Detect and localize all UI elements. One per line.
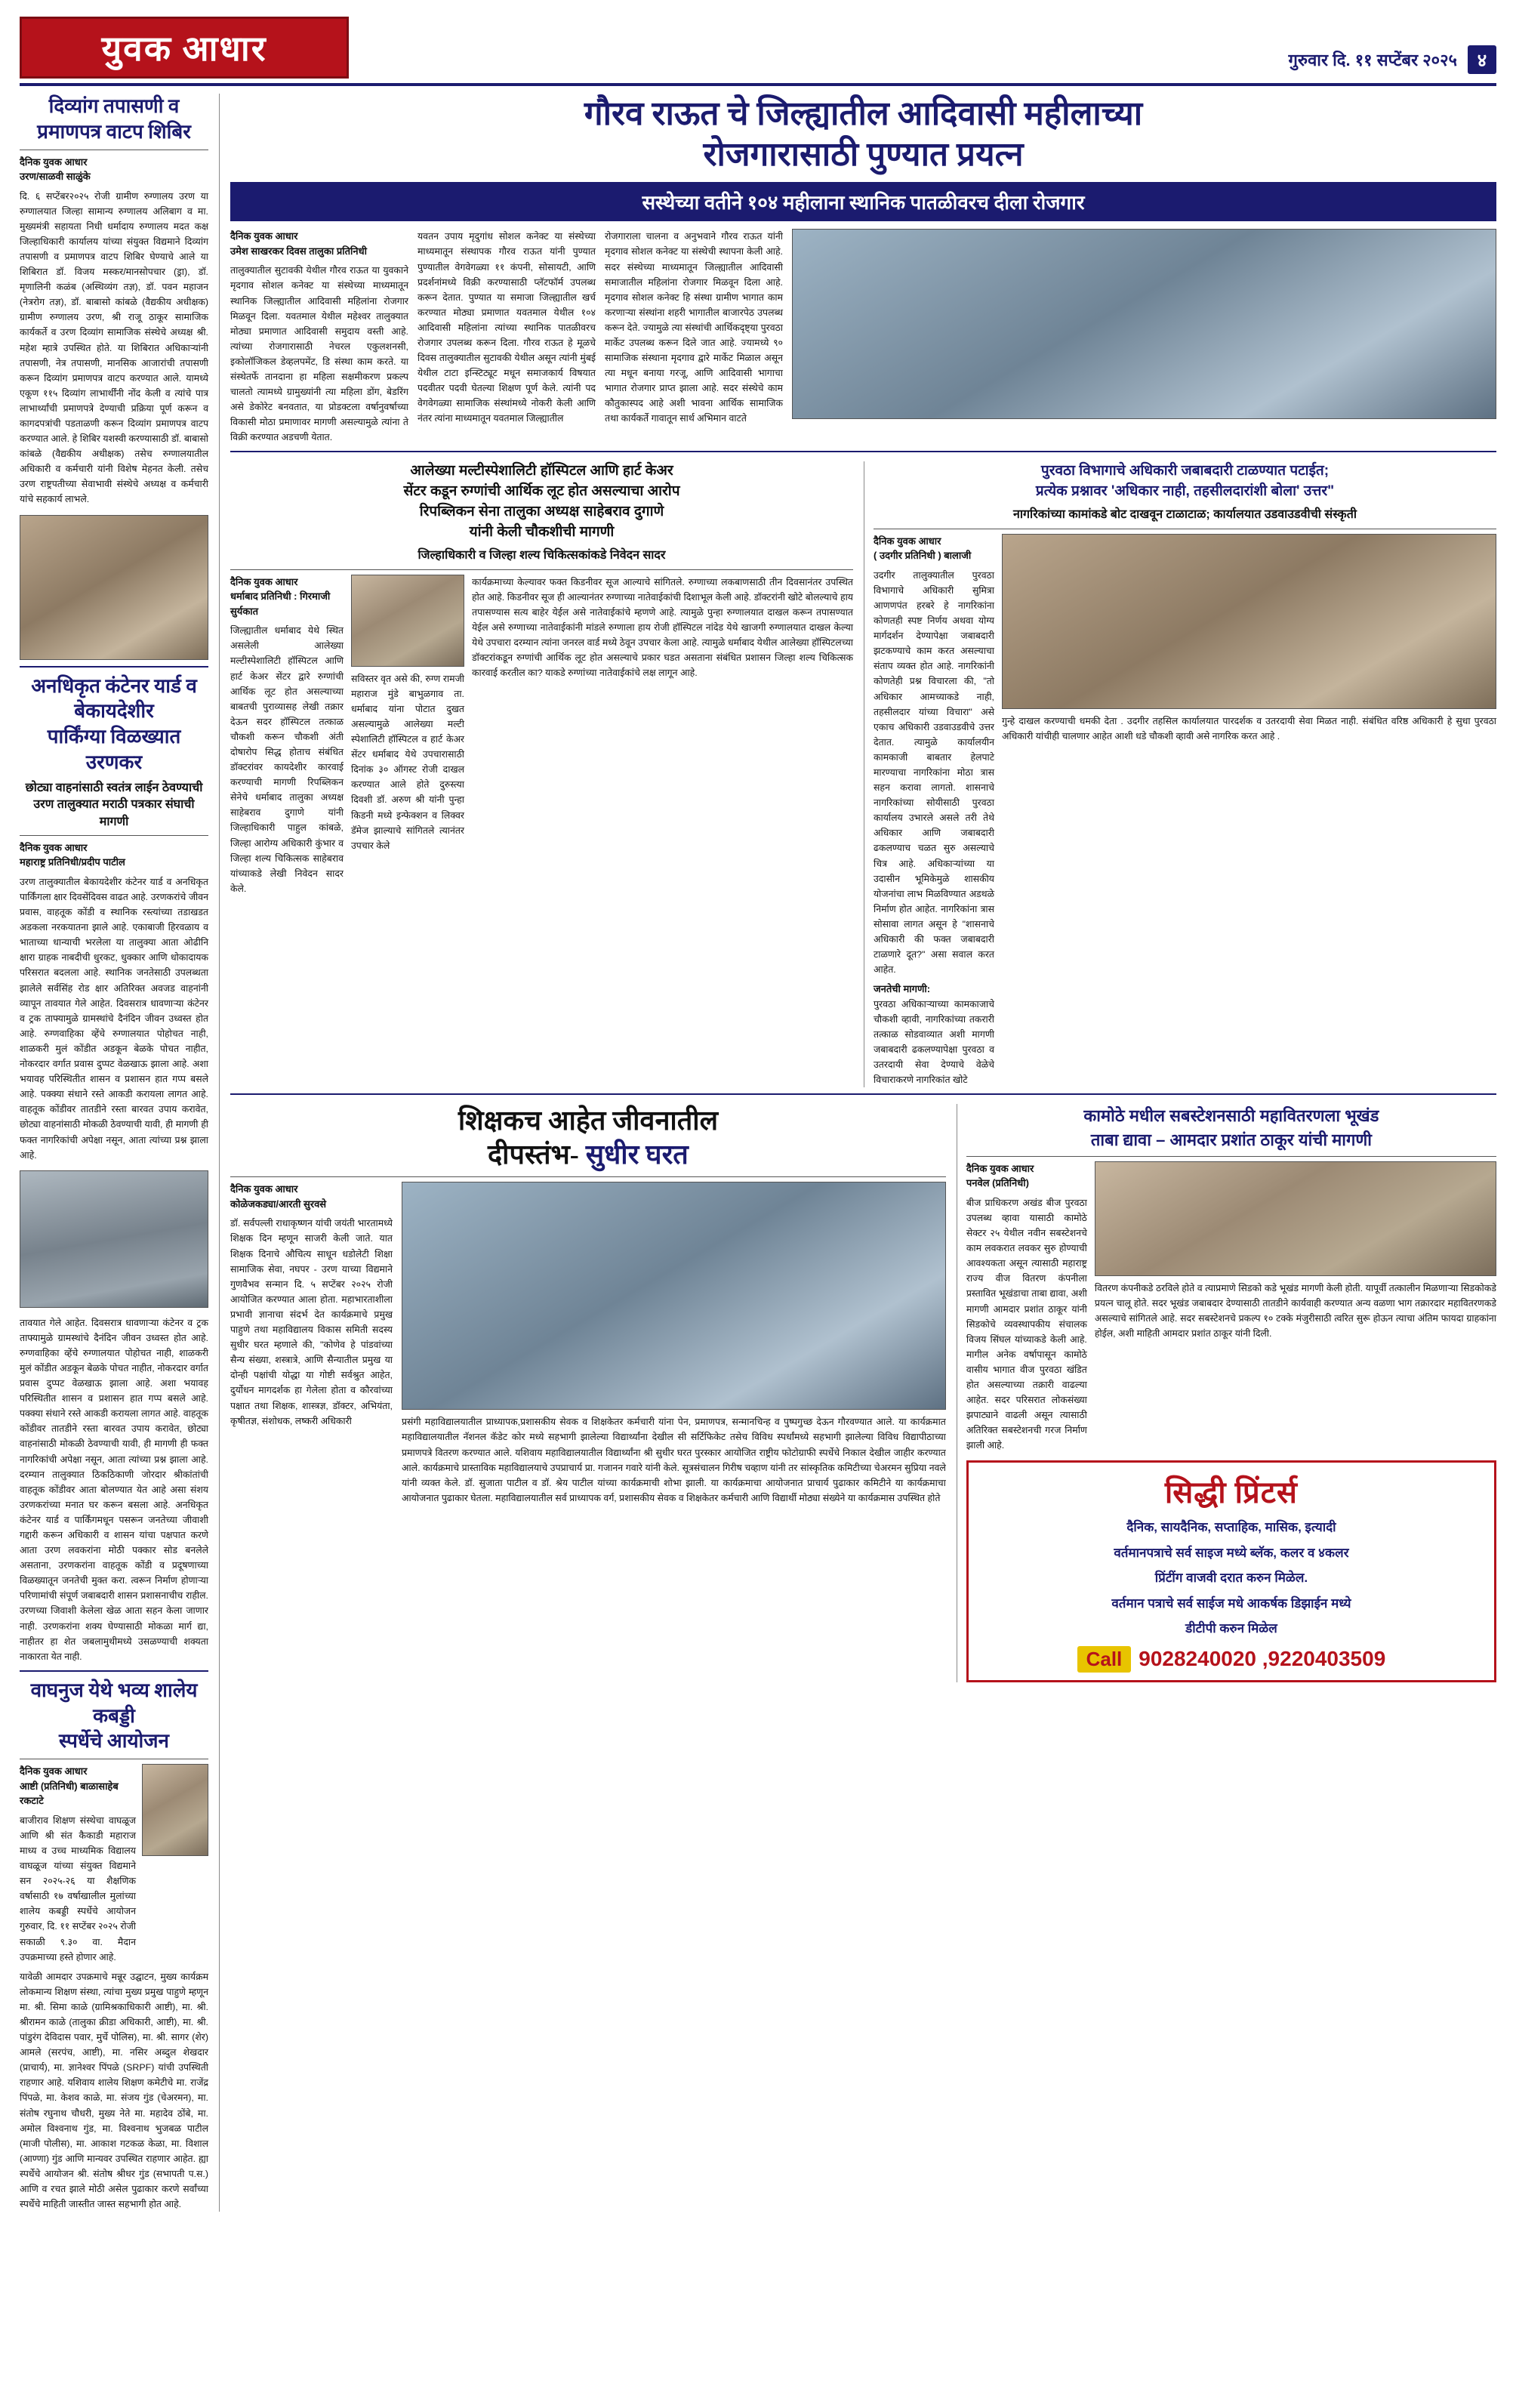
story-substation-col2: वितरण कंपनीकडे ठरविले होते व त्याप्रमाणे सिडको कडे भूखंड मागणी केली होती. यापूर्वी तत्कालीन मिळणाऱ्या सिडकोकडे प्रयत्न चालू होते. सदर भूखंड जबाबदार देण्यासाठी तातडीने कार्यवाही करण्यात अन्य वळणा भाग तक्रारदार महावितरणकडे असल्याचे सांगितले आहे. सदर सबस्टेशनचे प्रकल्प १० टक्के मंजुरीसाठी त्वरित सुरू होऊन त्याचा अंतिम फायदा ग्राहकांना होईल, अशी माहिती आमदार प्रशांत ठाकूर यांनी दिली. <box>1094 1282 1496 1340</box>
bottom-section <box>230 1104 1496 1682</box>
newspaper-logo <box>20 17 349 79</box>
story-supply-sublabel: जनतेची मागणी: <box>874 983 931 995</box>
lead-col3-text: रोजगाराला चालना व अनुभवाने गौरव राऊत यांनी मृदगाव सोशल कनेक्ट या संस्थेची स्थापना केली आहे. सदर संस्थेच्या माध्यमातून जिल्ह्यातील आदिवासी समाजातील महिलांना रोजगार मिळवून दिला आहे. मृदगाव सोशल कनेक्ट हि संस्था ग्रामीण भागात काम करणाऱ्या संस्थांना शहरी भागातील बाजारपेठ उपलब्ध करून देते. ज्यामुळे त्या संस्थांची आर्थिकदृष्ट्या पुरवठा मार्केट उपलब्ध करून दिले जात आहे. ज्यामध्ये ९० सामाजिक संस्थाना मृदगाव द्वारे मार्केट मिळाल असून त्या मधून बनाया गरजू, आणि आदिवासी भागाचा भागात रोजगार प्राप्त झाला आहे. सदर संस्थेचे काम कौतुकास्पद आहे अशी भावना आर्थिक सामाजिक तथा कार्यकर्ते गावातून सार्थ अभिमान वाटते <box>605 231 783 424</box>
story-teacher-headline-accent: सुधीर घरत <box>585 1139 689 1170</box>
story-hospital-byline: दैनिक युवक आधार <box>230 575 298 587</box>
story-teacher-col1: डॉ. सर्वपल्ली राधाकृष्णन यांची जयंती भारतामध्ये शिक्षक दिन म्हणून साजरी केली जाते. यात शिक्षक दिनाचे औचित्य साधून धडोलेटी शिक्षा सामाजिक सेवा, नघपर - उरण याच्या विद्यमाने गुणवैभव सन्मान दि. ५ सप्टेंबर २०२५ रोजी आयोजित करण्यात आला होता. महाभारताशीला प्रभावी ज्ञानाचा संदर्भ देत कार्यक्रमाचे प्रमुख पाहुणे तथा महाविद्यालय विकास समिती सदस्य सुधीर घरत म्हणाले की, "कोणेव हे पांडवांच्या सैन्य संख्या, शस्त्रात्रे, आणि सैन्यातील प्रमुख या दोन्ही पक्षांची योद्धा या गोष्टी सर्वश्रुत आहेत, दुर्योधन मागदर्शक हा गेलेला होता व कौरवांच्या पक्षात तथा शिक्षक, शास्त्रज्ञ, डॉक्टर, अभियंता, कृषीतज्ञ, संशोधक, लष्करी अधिकारी <box>230 1218 393 1426</box>
masthead-right <box>349 17 1496 79</box>
story-substation-location: पनवेल (प्रतिनिधी) <box>966 1177 1029 1189</box>
photo-container-traffic <box>20 1170 208 1308</box>
story-hospital-subhead: जिल्हाधिकारी व जिल्हा शल्य चिकित्सकांकडे निवेदन सादर <box>418 549 666 563</box>
story-substation-headline-1: कामोठे मधील सबस्टेशनसाठी महावितरणला भूखंड <box>1083 1106 1379 1126</box>
story-teacher-byline: दैनिक युवक आधार <box>230 1183 298 1195</box>
lead-banner: सस्थेच्या वतीने १०४ महीलाना स्थानिक पातळीवरच दीला रोजगार <box>230 182 1496 221</box>
ad-line-3: प्रिंटींग वाजवी दरात करुन मिळेल. <box>1154 1571 1308 1586</box>
story-supply-location: ( उदगीर प्रतिनिधी ) बालाजी <box>874 550 972 562</box>
photo-teacher-felicitation <box>402 1182 946 1410</box>
story-teacher-location: कोळेजकड्या/आरती सुरवसे <box>230 1198 327 1210</box>
right-section <box>219 94 1496 2212</box>
photo-rural-hospital <box>20 515 208 660</box>
story-kabaddi-headline-1: वाघनुज येथे भव्य शालेय कबड्डी <box>30 1679 198 1727</box>
story-kabaddi-body: बाजीराव शिक्षण संस्थेचा वाघळूज आणि श्री संत कैकाडी महाराज माध्य व उच्च माध्यमिक विद्यालय वाघळूज यांच्या संयुक्त विद्यमाने सन २०२५-२६ या शैक्षणिक वर्षासाठी १७ वर्षाखालील मुलांच्या शालेय कबड्डी स्पर्धेचे आयोजन गुरुवार, दि. ११ सप्टेंबर २०२५ रोजी सकाळी ९.३० वा. मैदान उपक्रमाच्या हस्ते होणार आहे. <box>20 1814 136 1962</box>
story-container-subhead-1: छोट्या वाहनांसाठी स्वतंत्र लाईन ठेवण्याची <box>25 781 203 794</box>
story-hospital-location: धर्माबाद प्रतिनिधी : गिरमाजी सुर्यकात <box>230 590 331 617</box>
story-container-body-top: उरण तालुक्यातील बेकायदेशीर कंटेनर यार्ड व अनधिकृत पार्किंगला क्षार दिवसेंदिवस वाढत आहे. उरणकरांचे जीवन प्रवास, वाहतूक कोंडी व स्थानिक रस्त्यांच्या तडाखडत अडकला नरकयातना झाले आहे. एकाबाजी हिरवळाय व भाताच्या धान्याची भरलेला या तालुक्या आता ओढीनि क्षारा ग्राहक नाबदीची धुरकट, धुक्कार आणि धोकादायक परिसरात बदलला आहे. स्थानिक जनतेसाठी उपलब्धता झालेले सर्वसिंह रोड क्षार अतिरिक्त अवजड वाहनांनी व्यापून तावयात गेले आहेत. दिवसरात्र धावणाऱ्या कंटेनर व ट्रक ताफ्यामुळे ग्रामस्थांचे दैनंदिन जीवन उध्वस्त होत आहे. रुग्णवाहिका व्हेंचे रुग्णालयात पोहोचत नाही, शाळकरी मुलं कोंडीत अडकून बेळके पोचत नाहीत, नोकरदार वर्गात प्रवास दुप्पट वेळखाऊ झाला आहे. अशा भयावह परिस्थितीत शासन व प्रशासन हात गप्प बसले आहे. पक्क्या संधाने रस्ते आकडी करायला लागत आहे. वाहतूक कोंडीवर तातडीने रस्ता बारवत उपाय करावेत, छोट्या वाहनांसाठी मोकळी ठेवण्याची यावी, ही मागणी ही फक्त नागरिकांची अपेक्षा नसून, आता त्यांच्या प्रश्न झाला आहे. <box>20 876 208 1161</box>
ad-line-4: वर्तमान पत्राचे सर्व साईज मधे आकर्षक डिझाईन मध्ये <box>1111 1596 1351 1611</box>
lead-col-2 <box>418 229 596 445</box>
story-hospital-headline-1: आलेख्या मल्टीस्पेशालिटी हॉस्पिटल आणि हार्ट केअर <box>410 463 673 479</box>
ad-title: सिद्धी प्रिंटर्स <box>1164 1475 1298 1510</box>
story-supply-col3: गुन्हे दाखल करण्याची धमकी देता . उदगीर तहसिल कार्यालयात पारदर्शक व उतरदायी सेवा मिळत नाही. संबंधित वरिष्ठ अधिकारी हे सुधा पुरवठा अधिकारी यांचीही चालणार आहेत आशी धडे चौकशी व्हावी असे नागरिक करत आहे . <box>1002 715 1496 742</box>
story-supply-subhead: नागरिकांच्या कामांकडे बोट दाखवून टाळाटाळ; कार्यालयात उडवाउडवीची संस्कृती <box>1013 508 1357 522</box>
date-strip <box>1289 45 1496 74</box>
advertisement-siddhi-printers[interactable] <box>966 1460 1496 1682</box>
photo-lead-felicitation <box>792 229 1496 419</box>
lead-col-3 <box>605 229 783 445</box>
story-hospital-headline-4: यांनी केली चौकशीची मागणी <box>469 524 615 541</box>
story-supply-col2-tail: पुरवठा अधिकाऱ्याच्या कामकाजाचे चौकशी व्हावी, नागरिकांच्या तकरारी तत्काळ सोडवाव्यात अशी मागणी जबाबदारी ढकलण्यापेक्षा पुरवठा व उतरदायी सेवा देण्याचे वेळेचे विचाराकरणे नागरिकांत खोटे <box>874 998 994 1086</box>
ad-line-1: दैनिक, सायदैनिक, सप्ताहिक, मासिक, इत्यादी <box>1126 1520 1336 1535</box>
left-column <box>20 94 208 2212</box>
story-teacher-col2: प्रसंगी महाविद्यालयातील प्राध्यापक,प्रशासकीय सेवक व शिक्षकेतर कर्मचारी यांना पेन, प्रमाणपत्र, सन्मानचिन्ह व पुष्पगुच्छ देऊन गौरवण्यात आले. या कार्यक्रमात महाविद्यालयातील नॅशनल कॅडेट कोर मध्ये सहभागी झालेल्या विद्यार्थ्यांना देखील सी सर्टिफिकेट तसेच विविध स्पर्धांमध्ये सहभागी झालेल्या विविध विद्यापीठाच्या प्रमाणपत्रे वितरण करण्यात आले. यशिवाय महाविद्यालयातील विद्यार्थ्यांना श्री सुधीर घरत पुरस्कार आयोजित राष्ट्रीय फोटोग्राफी स्पर्धेचे निकाल देखील जाहीर करण्यात आले. कार्यक्रमाचे प्रास्ताविक महाविद्यालयाचे उपप्राचार्य प्रा. गजानन गवारे यांनी केले. सूत्रसंचालन गिरीष चव्हाण यांनी तर सांस्कृतिक कमिटीच्या चेअरमन सुप्रिया नवले यांनी व्यक्त केले. डॉ. सुजाता पाटील व डॉ. श्रेय पाटील यांच्या कार्यक्रमाची शोभा झाली. या कार्यक्रमाचा आयोजनात प्राचार्य पुढाकार कमिटीने या कार्यक्रमाचा आयोजनात पुढाकार घेतला. महाविद्यालयातील सर्व प्राध्यापक वर्ग, प्रशासकीय सेवक व शिक्षकेतर कर्मचारी आणि विद्यार्थी मोठ्या संख्येने या कार्यक्रमास उपस्थित होते <box>402 1417 946 1503</box>
story-divyang-headline: दिव्यांग तपासणी व प्रमाणपत्र वाटप शिबिर <box>37 95 191 143</box>
story-container-byline: दैनिक युवक आधार महाराष्ट्र प्रतिनिधी/प्रदीप पाटील <box>20 841 125 868</box>
lead-col1-text: तालुक्यातील सुटावकी येथील गौरव राऊत या युवकाने मृदगाव सोशल कनेक्ट या संस्थेच्या माध्यमातून स्थानिक जिल्ह्यातील आदिवासी महिलांना रोजगार मिळवून दिला. यवतमाल येथील महेश्वर तालुक्यात मोठ्या प्रमाणात आदिवासी समुदाय वस्ती आहे. त्यांच्या रोजगारासाठी नेचरल एकुलशनसी, इकोलॉजिकल डेव्हलपमेंट, डि संस्था काम करते. या संस्थेतर्फे तानदाना हा महिला सक्षमीकरण प्रकल्प चालतो त्यामध्ये ग्रामुख्यांनी त्या महिला डोंग, बेडरिंग असे डेकोरेट बनवतात, या प्रोडक्टला वर्षानुवर्षाच्या विकासी मोठा प्रमाणावर मागणी असल्यामुळे त्यांना ते विक्री करण्यात अडचणी येतात. <box>230 265 408 443</box>
story-container-subhead-2: उरण तालुक्यात मराठी पत्रकार संघाची मागणी <box>33 798 195 828</box>
lead-col-1 <box>230 229 408 445</box>
lead-story <box>230 94 1496 445</box>
lead-byline: दैनिक युवक आधार <box>230 230 298 242</box>
story-supply-dept <box>864 461 1496 1087</box>
story-container-headline-2: पार्किंग्या विळख्यात उरणकर <box>47 726 181 773</box>
story-supply-col1: उदगीर तालुक्यातील पुरवठा विभागाचे अधिकारी सुमित्रा आणणपंत हरबरे हे नागरिकांना कोणतही स्पष्ट निर्णय अथवा योग्य मार्गदर्शन देण्यापेक्षा जबाबदारी झटकण्याचे काम करत असल्याचा संताप व्यक्त होत आहे. नागरिकांनी कोणतेही प्रश्न विचारला की, "तो अधिकार आमच्याकडे नाही, तहसीलदार यांच्या विचारा" असे एकाच अधिकारी उडवाउडवीचे उत्तर देतात. त्यामुळे कार्यालयीन कामकाजी बाबतार हेलपाटे मारण्याचा नागरिकांना मोठा त्रास सहन करावा लागतो. शासनाचे नागरिकांच्या सोयीसाठी पुरवठा कार्यालय उभारले असले तरी तेथे अधिकार आणि जबाबदारी ढकलण्याच चळत सुरु असल्याचे चित्र आहे. अधिकाऱ्यांच्या या उदासीन भूमिकेमुळे शासकीय योजनांचा लाभ मिळविण्यात अडथळे निर्माण होत आहेत. नागरिकांना त्रास सोसावा लागत असून हे "शासनाचे अधिकारी की फक्त जबाबदारी टाळणारे दूत?" असा सवाल करत आहेत. <box>874 569 994 976</box>
story-hospital-col1: जिल्ह्यातील धर्माबाद येथे स्थित असलेली आलेख्या मल्टीस्पेशालिटी हॉस्पिटल आणि हार्ट केअर सेंटर द्वारे रुग्णांची आर्थिक लूट होत असल्याच्या बाबतची पुराव्यासह लेखी तक्रार देऊन सदर हॉस्पिटल तत्काळ चौकशी करून चौकशी अंती दोषारोप सिद्ध होताच संबंधित डॉक्टरांवर कायदेशीर कारवाई करण्याची मागणी रिपब्लिकन सेनेचे धर्माबाद तालुका अध्यक्ष साहेबराव दुगाणे यांनी जिल्हाधिकारी पाहुल कांबळे, जिल्हा आरोग्य अधिकारी कुंभार व जिल्हा शल्य चिकित्सक साहेबराव यांच्याकडे लेखी निवेदन सादर केले. <box>230 625 344 894</box>
lead-headline-line1: गौरव राऊत चे जिल्ह्यातील आदिवासी महीलाच्या <box>584 95 1143 132</box>
ad-line-2: वर्तमानपत्राचे सर्व साइज मध्ये ब्लॅक, कलर व ४कलर <box>1114 1545 1349 1560</box>
photo-hospital-doctor <box>351 575 464 667</box>
story-hospital <box>230 461 853 1087</box>
photo-kabaddi-portrait <box>142 1764 208 1856</box>
logo-text: युवक आधार <box>101 29 267 68</box>
lead-location: उमेश साखरकर दिवस तालुका प्रतिनिधी <box>230 245 367 257</box>
ad-call-label: Call <box>1077 1646 1132 1673</box>
publication-date: गुरुवार दि. ११ सप्टेंबर २०२५ <box>1288 51 1457 69</box>
lead-col2-text: यवतन उपाय मृदुगांध सोशल कनेक्ट या संस्थेच्या माध्यमातून संस्थापक गौरव राऊत यांनी पुण्यात पुण्यातील वेगवेगळ्या ११ कंपनी, सोसायटी, आणि प्रदर्शनांमध्ये विक्री करण्यासाठी प्लॅटफॉर्म उपलब्ध करून देतात. पुण्यात या समाजा जिल्ह्यातील खर्च करण्यात मोठ्या प्रमाणात यवतमाल येथील १०४ आदिवासी महिलांना त्यांच्या स्थानिक पातळीवरच रोजगार उपलब्ध करून दिला. गौरव राऊत हे मूळचे दिवस तालुक्यातील सुटावकी येथील असून त्यांनी मुंबई येथील टाटा इन्स्टिट्यूट मधून समाजकार्य विषयात पदवीतर पदवी घेतल्या शिक्षण पूर्ण केले. त्यांनी पद वेगवेगळ्या सामाजिक संस्थांमध्ये नोकरी केली आणि नंतर त्यांना माध्यमातून यवतमाल जिल्ह्यातील <box>418 231 596 424</box>
masthead <box>20 17 1496 86</box>
page-number-badge: ४ <box>1468 45 1496 74</box>
story-kabaddi-byline: दैनिक युवक आधार आष्टी (प्रतिनिधी) बाळासाहेब रकटाटे <box>20 1765 119 1807</box>
ad-call-row[interactable] <box>975 1646 1488 1673</box>
story-substation-col1: बीज प्राधिकरण अखंड बीज पुरवठा उपलब्ध व्हावा यासाठी कामोठे सेक्टर २५ येथील नवीन सबस्टेशनचे काम लवकरात लवकर सुरु होण्याची आवश्यकता असून त्यासाठी महाराष्ट्र राज्य वीज वितरण कंपनीला प्रस्तावित भूखंडाचा ताबा द्यावा, अशी मागणी आमदार प्रशांत ठाकूर यांनी सिडकोचे व्यवस्थापकीय संचालक विजय सिंघल यांच्याकडे केली आहे. मागील अनेक वर्षापासून कामोठे वासीय भागात वीज पुरवठा खंडित होत असल्याच्या तक्रारी वाढल्या आहेत. सदर परिसरात लोकसंख्या झपाट्याने वाढली असून त्यासाठी अतिरिक्त सबस्टेशनची गरज निर्माण झाली आहे. <box>966 1197 1087 1451</box>
story-hospital-headline-2: सेंटर कडून रुग्णांची आर्थिक लूट होत असल्याचा आरोप <box>403 483 680 500</box>
story-container-headline-1: अनधिकृत कंटेनर यार्ड व बेकायदेशीर <box>31 674 197 723</box>
story-kabaddi-body-cont: यावेळी आमदार उपक्रमाचे मन्नूर उद्घाटन, मुख्य कार्यक्रम लोकमान्य शिक्षण संस्था, त्यांचा मुख्य प्रमुख पाहुणे म्हणून मा. श्री. सिमा काळे (ग्रामिश्रकाधिकारी आष्टी), मा. श्री. श्रीरामन काळे (तालुका क्रीडा अधिकारी, आष्टी), मा. श्री. पांडुरंग देविदास पवार, मुर्चे पोलिस), मा. श्री. सागर (शेर) आमले (सरपंच, आष्टी), मा. नसिर अब्दुल शेखदार (प्राचार्य), मा. ज्ञानेश्वर पिंपळे (SRPF) यांची उपस्थिती राहणार आहे. यशिवाय शालेय शिक्षण कमेटीचे मा. राजेंद्र पिंपळे, मा. केशव काळे, मा. संजय गुंड (चेअरमन), मा. संतोष रघुनाथ चौधरी, मुख्य नेते मा. महादेव ठोंबे, मा. अमोल विश्वनाथ गुंड, मा. विश्वनाथ भुजबळ पाटील (माजी पोलीस), मा. आकाश गटकळ केळा, मा. विशाल (आण्णा) गुंड आणि मान्यवर उपस्थित राहणार आहेत. ह्या स्पर्धेचे आयोजन श्री. संतोष श्रीधर गुंड (सभापती प.स.) आणि व रचत झाले मोठी असेल पुढाकार करणे सर्वांच्या स्पर्धेचे माहिती जास्तीत जास्त सहभागी होत आहे. <box>20 1971 208 2210</box>
story-substation-byline: दैनिक युवक आधार <box>966 1162 1034 1174</box>
main-grid <box>20 94 1496 2212</box>
story-hospital-col3: कार्यक्रमाच्या केल्यावर फक्त किडनीवर सूज आल्याचे सांगितले. रुग्णाच्या लकबाणसाठी तीन दिवसानंतर उपस्थित होत आहे. किडनीवर सूज ही आल्यानंतर रुग्णाच्या नातेवाईकांची दिशाभूल केली आहे. डॉक्टरांनी खोटे बोलल्याचे हाय तपासण्यास सत्य बाहेर येईल असे नातेवाईकांचे म्हणणे आहे. त्यामुळे पुन्हा रुग्णालयात दाखल करून तपासण्यात येईल असे रुग्णाच्या नातेवाईकांनी मांडले रुग्णाला हाय रोजी हॉस्पिटल नांदेड येथे खाजगी रुग्णालयात दाखल केल्या येथे उपचारा दरम्यान त्यांना जनरल वार्ड मध्ये ठेवून उपचार केला आहे. त्यामुळे धर्माबाद येथील आलेख्या हॉस्पिटलच्या डॉक्टरांकडून रुग्णांची आर्थिक लूट होत असल्याचे प्रकार घडत असताना संबंधित प्रशासन जिल्हा शल्य चिकित्सक कारवाई करतील का? याकडे रुग्णांच्या नातेवाईकांचे लक्ष लागून आहे. <box>472 576 853 679</box>
story-substation <box>957 1104 1496 1682</box>
story-supply-headline-1: पुरवठा विभागाचे अधिकारी जबाबदारी टाळण्यात पटाईत; <box>1040 463 1330 479</box>
lead-body <box>230 229 1496 445</box>
story-kabaddi-headline-2: स्पर्धेचे आयोजन <box>59 1730 169 1753</box>
story-teacher-headline-2: दीपस्तंभ- सुधीर घरत <box>488 1139 689 1170</box>
story-supply-headline-2: प्रत्येक प्रश्नावर 'अधिकार नाही, तहसीलदारांशी बोला' उत्तर" <box>1035 483 1335 500</box>
story-divyang-byline: दैनिक युवक आधार उरण/साळवी साळुंके <box>20 156 91 183</box>
story-divyang-body: दि. ६ सप्टेंबर२०२५ रोजी ग्रामीण रुग्णालय उरण या रुग्णालयात जिल्हा सामान्य रुग्णालय अलिबाग व मा. मुख्यमंत्री सहायता निधी धर्मादाय रुग्णालय मदत कक्ष जिल्हाधिकारी कार्यालय यांच्या संयुक्त विद्यमाने दिव्यांग तपासणी व प्रमाणपत्र वाटप शिबिर घेण्याचे आले या शिबिरात डॉ. विजय मस्कर/मानसोपचार (ड्रा), डॉ. मृणालिनी कळंब (अस्थिव्यंग तज्ञ), डॉ. पवन महाजन (नेत्ररोग तज्ञ), डॉ. बाबासो कांबळे (वैद्यकीय अधीक्षक) ग्रामीण रुग्णालय उरण, श्री राजू ठाकूर सामाजिक कार्यकर्ते व उरण दिव्यांग सामाजिक संस्थेचे अध्यक्ष श्री. महेश म्हात्रे उपस्थित होते. या शिबिरात अधिकाऱ्यांनी तपासणी, नेत्र तपासणी, मानसिक आजारांची तपासणी करून दिव्यांग प्रमाणपत्र वाटप करण्यात आले. यामध्ये एकूण ११५ दिव्यांग लाभार्थींनी नोंद केली व त्यांचे पात्र लाभार्थ्यांची प्रमाणपत्रे देण्याची प्रक्रिया पूर्ण करून व कागदपत्रांची पडताळणी करून दिव्यांग प्रमाणपत्र वाटप करण्यात आले. हे शिबिर यशस्वी करण्यासाठी डॉ. बाबासो कांबळे (वैद्यकीय अधीक्षक) तसेच रुग्णालयातील अधिकारी व कर्मचारी यांनी विशेष मेहनत केली. तसेच उरण राष्ट्रपतीच्या सेवाभावी संस्थेचे अध्यक्ष व कर्मचारी यांचे सहकार्य लाभले. <box>20 190 208 505</box>
story-teacher-headline-1: शिक्षकच आहेत जीवनातील <box>458 1105 719 1136</box>
story-hospital-headline-3: रिपब्लिकन सेना तालुका अध्यक्ष साहेबराव दुगाणे <box>419 504 664 520</box>
photo-tehsil-office <box>1002 534 1496 709</box>
photo-mla-meeting <box>1095 1161 1496 1276</box>
lead-headline-line2: रोजगारासाठी पुण्यात प्रयत्न <box>703 135 1024 173</box>
story-container-body-bottom: तावयात गेले आहेत. दिवसरात्र धावणाऱ्या कंटेनर व ट्रक ताफ्यामुळे ग्रामस्थांचे दैनंदिन जीवन उध्वस्त होत आहे. रुग्णवाहिका व्हेंचे रुग्णालयात पोहोचत नाही, शाळकरी मुलं कोंडीत अडकून बेळके पोचत नाहीत, नोकरदार वर्गात प्रवास दुप्पट वेळखाऊ झाला आहे. अशा भयावह परिस्थितीत शासन व प्रशासन हात गप्प बसले आहे. पक्क्या संधाने रस्ते आकडी करायला लागत आहे. वाहतूक कोंडीवर तातडीने रस्ता बारवत उपाय करावेत, छोट्या वाहनांसाठी मोकळी ठेवण्याची यावी, ही मागणी ही फक्त नागरिकांची अपेक्षा नसून, आता त्यांच्या प्रश्न झाला आहे. दरम्यान तालुक्यात ठिकठिकाणी जोरदार श्रीकांतांची वाहतूक कोंडीवर आता बोलण्यात येत आहे असा संशय उरणकरांच्या मनात घर करून बसला आहे. अनधिकृत कंटेनर यार्ड व पार्किंगमधून पसरून जनतेच्या जीवाशी गद्दारी करून अधिकारी व शासन यांचा पक्षपात करणे आता उरण लवकरांना मोठी पक्कार सोड बनलेले असताना, उरणकरांना वाहतूक कोंडी व प्रदूषणाच्या विळख्यातून जनतेची मुक्त करा. त्वरून निर्माण होणाऱ्या परिणामांची संपूर्ण जबाबदारी शासन प्रशासनाचीच राहील. उरणच्या जिवाशी केलेला खेळ आता सहन केला जाणार नाही. उरणकरांना शक्य घेण्यासाठी मोकळा मार्ग द्या, नाहीतर हा शेत जबलामुथीमध्ये उसळण्याची शक्यता नाकारता येत नाही. <box>20 1317 208 1662</box>
mid-section <box>230 461 1496 1087</box>
story-substation-headline-2: ताबा द्यावा – आमदार प्रशांत ठाकूर यांची मागणी <box>1090 1130 1372 1149</box>
story-hospital-col2: सविस्तर वृत असे की, रुग्ण रामजी महाराज मुंडे बाभुळगाव ता. धर्माबाद यांना पोटात दुखत असल्यामुळे आलेख्या मल्टी स्पेशालिटी हॉस्पिटल व हार्ट केअर सेंटर धर्माबाद येथे उपचारासाठी दिनांक ३० ऑगस्ट रोजी दाखल करण्यात आले होते दुरुस्त्या दिवशी डॉ. अरुण श्री यांनी पुन्हा किडनी मध्ये इन्फेक्शन व लिक्वर डॅमेज झाल्याचे सांगितले त्यानंतर उपचार केले <box>351 673 464 851</box>
story-teacher-day <box>230 1104 946 1682</box>
story-supply-byline: दैनिक युवक आधार <box>874 535 941 547</box>
ad-line-5: डीटीपी करुन मिळेल <box>1185 1621 1277 1636</box>
ad-phone-numbers[interactable]: 9028240020 ,9220403509 <box>1139 1647 1386 1671</box>
